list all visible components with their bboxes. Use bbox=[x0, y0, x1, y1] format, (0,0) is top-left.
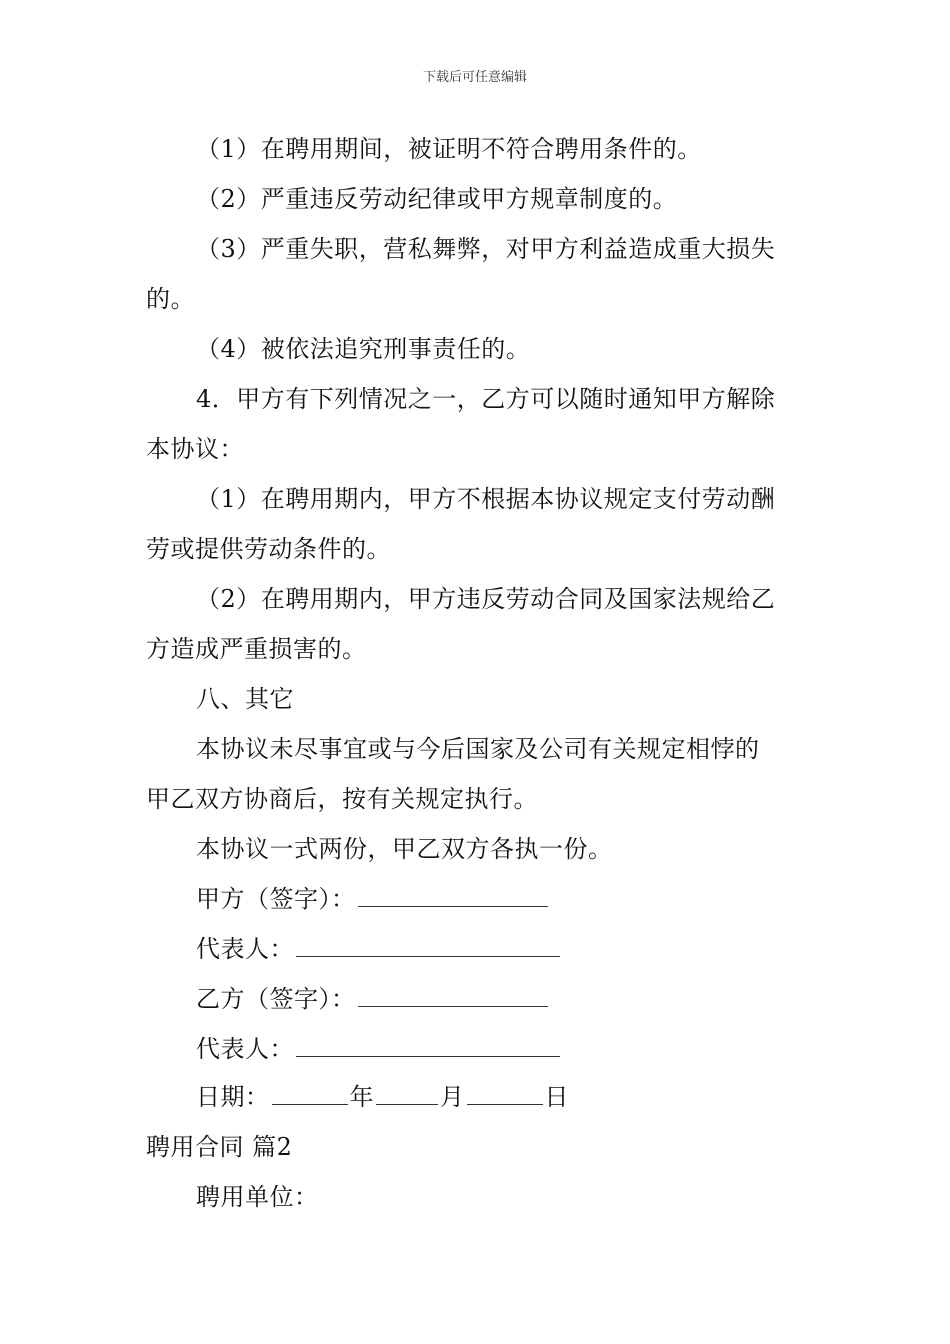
article-4-line: 4．甲方有下列情况之一，乙方可以随时通知甲方解除 bbox=[196, 385, 776, 413]
day-blank[interactable] bbox=[467, 1082, 543, 1105]
year-label: 年 bbox=[349, 1083, 374, 1111]
party-b-signature-blank[interactable] bbox=[358, 984, 548, 1007]
party-a-label: 甲方（签字）： bbox=[196, 885, 356, 913]
party-a-rep-blank[interactable] bbox=[296, 934, 560, 957]
date-row bbox=[196, 1082, 569, 1112]
section-title: 聘用合同 篇2 bbox=[146, 1133, 293, 1161]
clause-line-3-cont: 的。 bbox=[146, 285, 195, 313]
party-a-rep-row bbox=[196, 934, 562, 964]
employer-label: 聘用单位： bbox=[196, 1183, 319, 1211]
clause-line-1: （1）在聘用期间，被证明不符合聘用条件的。 bbox=[196, 135, 702, 163]
page-header-note: 下载后可任意编辑 bbox=[422, 70, 527, 85]
party-b-rep-label: 代表人： bbox=[196, 1035, 294, 1063]
party-b-label: 乙方（签字）： bbox=[196, 985, 356, 1013]
party-a-signature-blank[interactable] bbox=[358, 884, 548, 907]
section-heading-other: 八、其它 bbox=[196, 685, 294, 713]
article-4-item-2-cont: 方造成严重损害的。 bbox=[146, 635, 367, 663]
year-blank[interactable] bbox=[272, 1082, 348, 1105]
other-paragraph-1: 本协议未尽事宜或与今后国家及公司有关规定相悖的 bbox=[196, 735, 760, 763]
article-4-item-2: （2）在聘用期内，甲方违反劳动合同及国家法规给乙 bbox=[196, 585, 776, 613]
article-4-line-cont: 本协议： bbox=[146, 435, 244, 463]
day-label: 日 bbox=[544, 1083, 569, 1111]
party-b-rep-row bbox=[196, 1034, 562, 1064]
party-b-rep-blank[interactable] bbox=[296, 1034, 560, 1057]
clause-line-2: （2）严重违反劳动纪律或甲方规章制度的。 bbox=[196, 185, 678, 213]
month-blank[interactable] bbox=[376, 1082, 438, 1105]
article-4-item-1: （1）在聘用期内，甲方不根据本协议规定支付劳动酬 bbox=[196, 485, 776, 513]
date-label: 日期： bbox=[196, 1083, 270, 1111]
party-a-signature-row bbox=[196, 884, 550, 914]
month-label: 月 bbox=[440, 1083, 465, 1111]
article-4-item-1-cont: 劳或提供劳动条件的。 bbox=[146, 535, 391, 563]
clause-line-3: （3）严重失职，营私舞弊，对甲方利益造成重大损失 bbox=[196, 235, 776, 263]
party-b-signature-row bbox=[196, 984, 550, 1014]
party-a-rep-label: 代表人： bbox=[196, 935, 294, 963]
clause-line-4: （4）被依法追究刑事责任的。 bbox=[196, 335, 531, 363]
other-paragraph-2: 本协议一式两份，甲乙双方各执一份。 bbox=[196, 835, 613, 863]
other-paragraph-1-cont: 甲乙双方协商后，按有关规定执行。 bbox=[146, 785, 538, 813]
